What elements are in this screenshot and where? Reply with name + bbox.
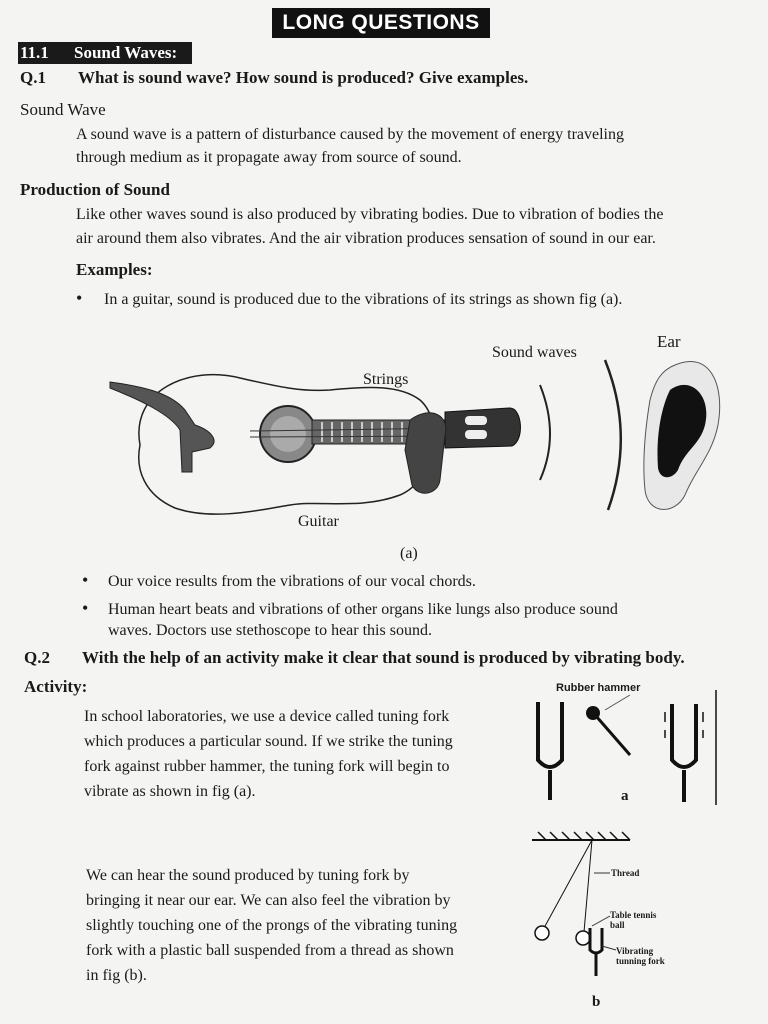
- label-fork-line1: Vibrating: [616, 946, 654, 956]
- bullet-heart-line2: waves. Doctors use stethoscope to hear this sound.: [108, 622, 432, 639]
- fig-label-guitar: Guitar: [298, 513, 339, 530]
- q1-number: Q.1: [20, 68, 46, 87]
- rubber-hammer-handle: [596, 716, 630, 755]
- para2-line: slightly touching one of the prongs of the vibrating tuning: [86, 917, 458, 934]
- tuning-fork-icon: [538, 702, 562, 767]
- table-tennis-ball: [576, 931, 590, 945]
- sound-wave-arc: [540, 385, 550, 480]
- activity-heading: Activity:: [24, 677, 88, 696]
- page-banner: LONG QUESTIONS: [272, 8, 490, 38]
- label-thread: Thread: [611, 868, 640, 878]
- leader-ball: [592, 916, 610, 926]
- label-ball-line2: ball: [610, 920, 625, 930]
- para1-line: In school laboratories, we use a device called tuning fork: [84, 708, 450, 725]
- thread: [584, 840, 592, 932]
- leader-fork: [602, 946, 616, 950]
- fig-label-sound-waves: Sound waves: [492, 344, 577, 361]
- para2-line: fork with a plastic ball suspended from a thread as shown: [86, 942, 454, 959]
- q1-question: What is sound wave? How sound is produced? Give examples.: [78, 68, 529, 87]
- fig-caption-a: (a): [400, 545, 418, 562]
- vibrating-fork-icon: [672, 704, 696, 767]
- section-title: Sound Waves:: [74, 43, 178, 62]
- para1-line: which produces a particular sound. If we strike the tuning: [84, 733, 453, 750]
- activity-paragraph-2: [86, 863, 457, 988]
- fretting-hand: [405, 413, 446, 493]
- bullet-voice: Our voice results from the vibrations of our vocal chords.: [108, 573, 476, 590]
- tuning-peg: [465, 430, 487, 439]
- q2-number: Q.2: [24, 648, 50, 667]
- para2-line: bringing it near our ear. We can also feel the vibration by: [86, 892, 451, 909]
- sound-wave-line2: through medium as it propagate away from source of sound.: [76, 149, 462, 166]
- guitar-ear-figure: [100, 330, 740, 540]
- examples-heading: Examples:: [76, 260, 153, 279]
- support-hatching: [538, 832, 630, 840]
- bullet-heart-line1: Human heart beats and vibrations of other organs like lungs also produce sound: [108, 601, 618, 618]
- para1-line: vibrate as shown in fig (a).: [84, 783, 256, 800]
- para2-line: in fig (b).: [86, 967, 147, 984]
- bullet-dot: •: [76, 288, 83, 308]
- production-heading: Production of Sound: [20, 180, 170, 199]
- sound-wave-line1: A sound wave is a pattern of disturbance caused by the movement of energy traveling: [76, 126, 624, 143]
- sound-wave-arc: [605, 360, 621, 510]
- sound-hole-inner: [270, 416, 306, 452]
- label-vibrating-fork: [616, 946, 665, 966]
- production-line1: Like other waves sound is also produced by vibrating bodies. Due to vibration of bodies the: [76, 206, 664, 223]
- fig-label-b: b: [592, 994, 601, 1010]
- fig-label-a: a: [621, 788, 629, 804]
- production-line2: air around them also vibrates. And the air vibration produces sensation of sound in our ear.: [76, 230, 656, 247]
- label-ball-line1: Table tennis: [610, 910, 657, 920]
- sound-wave-heading: Sound Wave: [20, 100, 106, 119]
- label-table-tennis-ball: [610, 910, 656, 930]
- ball-swing: [535, 926, 549, 940]
- bullet-dot: •: [82, 598, 89, 618]
- tuning-peg: [465, 416, 487, 425]
- section-heading: [18, 42, 192, 64]
- fig-label-strings: Strings: [363, 371, 409, 388]
- vibrating-fork-icon: [590, 928, 602, 953]
- para2-line: We can hear the sound produced by tuning fork by: [86, 867, 410, 884]
- q2-question: With the help of an activity make it clear that sound is produced by vibrating body.: [82, 648, 685, 667]
- label-fork-line2: tunning fork: [616, 956, 665, 966]
- leader-line: [605, 695, 630, 710]
- section-number: 11.1: [20, 43, 49, 62]
- bullet-dot: •: [82, 570, 89, 590]
- thread-swing: [544, 840, 592, 928]
- strumming-hand: [110, 382, 214, 472]
- activity-paragraph-1: [84, 704, 453, 804]
- bullet-guitar: In a guitar, sound is produced due to the vibrations of its strings as shown fig (a).: [104, 291, 623, 308]
- para1-line: fork against rubber hammer, the tuning fork will begin to: [84, 758, 450, 775]
- label-rubber-hammer: Rubber hammer: [556, 682, 641, 694]
- fig-label-ear: Ear: [657, 332, 681, 351]
